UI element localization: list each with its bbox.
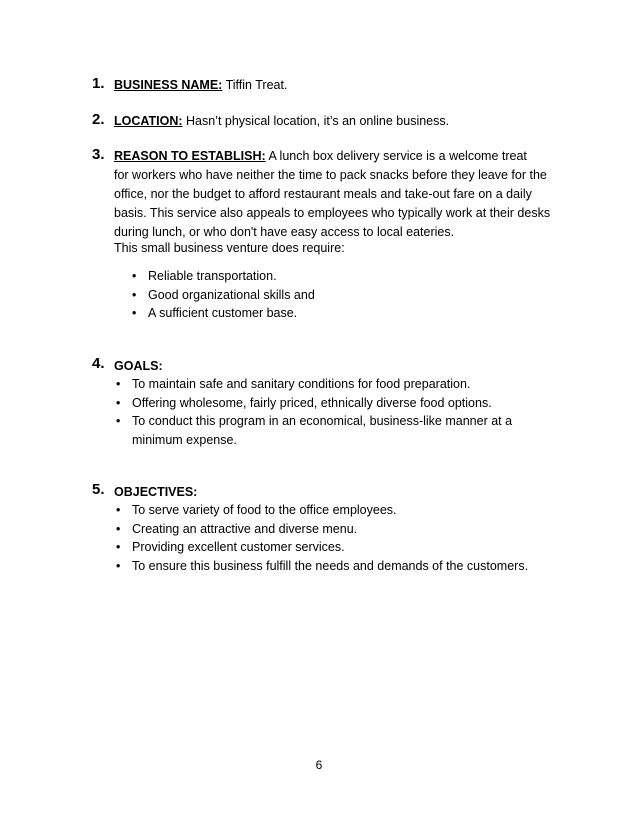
- list-item: • A sufficient customer base.: [130, 304, 550, 323]
- reason-paragraph: for workers who have neither the time to pack snacks before they leave for the office, nor the budget to afford restaurant meals and take-out fare on a daily basis. This service also appeals to employees who typically work at their desks during lunch, or who don't have easy access to local eateries.: [114, 168, 551, 239]
- section-label: BUSINESS NAME:: [114, 78, 223, 92]
- section-value: Hasn’t physical location, it’s an online business.: [186, 114, 450, 128]
- section-value: A lunch box delivery service is a welcome treat: [268, 149, 527, 163]
- bullet-icon: •: [116, 503, 121, 517]
- list-item: • Offering wholesome, fairly priced, ethnically diverse food options.: [114, 394, 544, 413]
- section-reason: [92, 146, 562, 326]
- bullet-icon: •: [116, 558, 121, 573]
- list-item: • To ensure this business fulfill the needs and demands of the customers.: [114, 557, 564, 576]
- bullet-icon: •: [132, 306, 137, 321]
- list-item: • To conduct this program in an economical, business-like manner at a minimum expense.: [116, 414, 513, 447]
- page-number: 6: [315, 758, 323, 772]
- section-label: LOCATION:: [114, 114, 183, 128]
- bullet-icon: •: [116, 540, 121, 555]
- section-heading: [114, 357, 163, 376]
- section-number: 5.: [92, 481, 105, 498]
- bullet-icon: •: [116, 377, 121, 391]
- section-goals: [92, 355, 562, 455]
- section-heading: [114, 483, 197, 502]
- requirements-intro: This small business venture does require:: [114, 241, 345, 255]
- bullet-icon: •: [116, 414, 121, 429]
- objectives-list: [114, 501, 564, 575]
- bullet-icon: •: [132, 287, 137, 302]
- bullet-icon: •: [132, 269, 137, 283]
- section-number: 3.: [92, 146, 105, 163]
- list-item: • Providing excellent customer services.: [114, 538, 564, 557]
- section-value: Tiffin Treat.: [225, 78, 288, 92]
- bullet-icon: •: [116, 521, 121, 536]
- list-item: • To maintain safe and sanitary conditions for food preparation.: [114, 375, 544, 394]
- section-label: GOALS:: [114, 359, 163, 373]
- section-label: REASON TO ESTABLISH:: [114, 149, 266, 163]
- section-number: 1.: [92, 75, 105, 92]
- section-heading: [114, 112, 449, 131]
- section-number: 4.: [92, 355, 105, 372]
- list-item: • To serve variety of food to the office employees.: [114, 501, 564, 520]
- requirements-list: [130, 267, 550, 323]
- section-number: 2.: [92, 111, 105, 128]
- section-objectives: [92, 481, 562, 581]
- section-label: OBJECTIVES:: [114, 485, 198, 499]
- list-item: • Creating an attractive and diverse menu.: [114, 520, 564, 539]
- goals-list: [114, 375, 544, 449]
- list-item: • Reliable transportation.: [130, 267, 550, 286]
- list-item: • Good organizational skills and: [130, 286, 550, 305]
- section-heading: [114, 76, 287, 95]
- section-heading: [114, 147, 527, 166]
- bullet-icon: •: [116, 395, 121, 410]
